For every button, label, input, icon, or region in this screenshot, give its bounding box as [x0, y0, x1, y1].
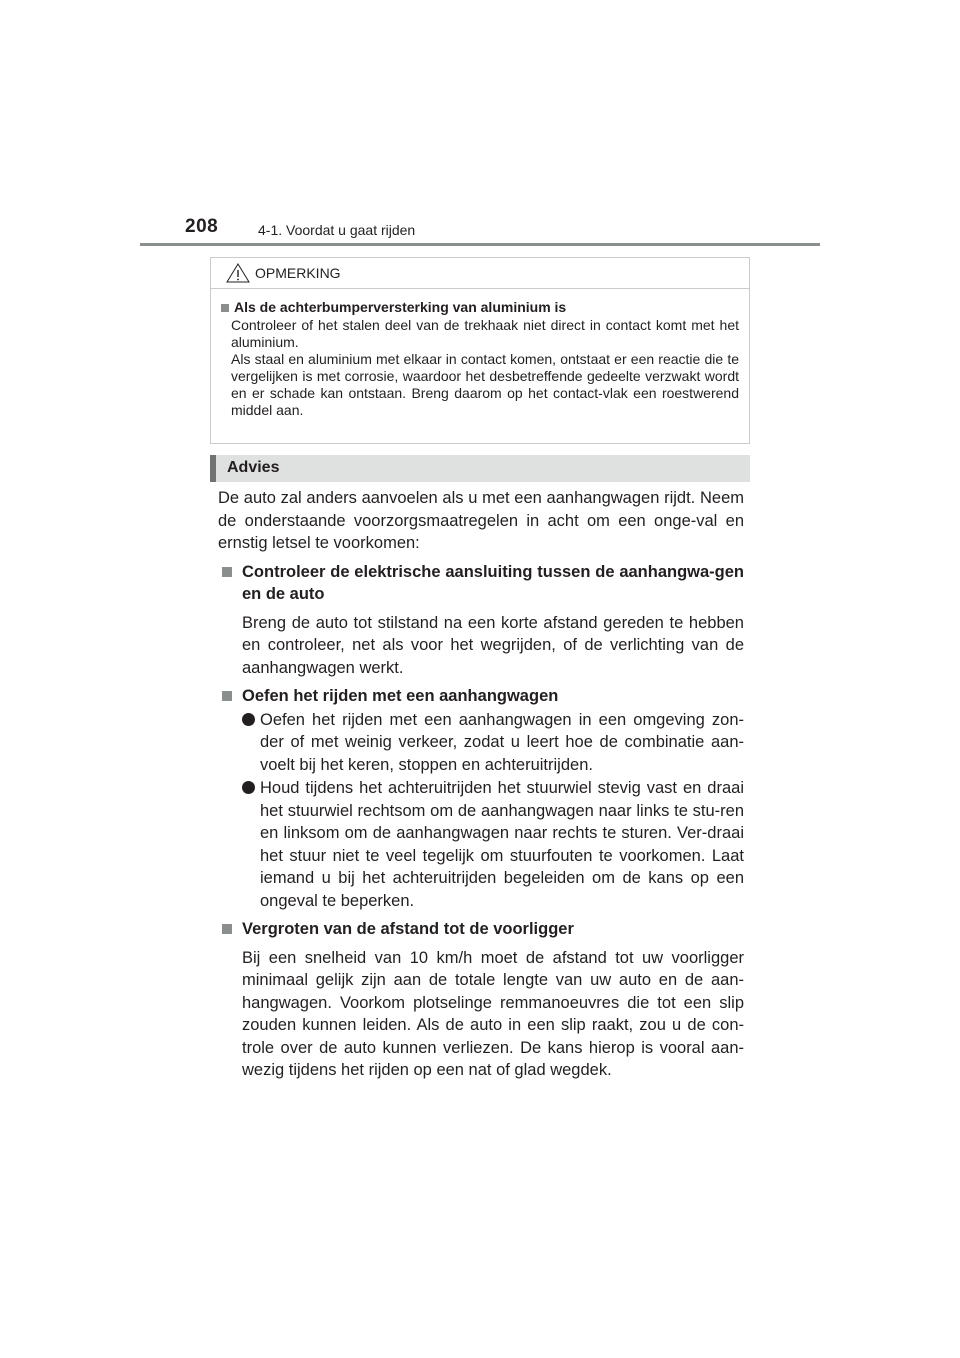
notice-header [211, 258, 749, 289]
section-heading [218, 685, 744, 708]
notice-subtitle-text: Als de achterbumperversterking van aluminium is [234, 299, 567, 315]
section-heading [218, 918, 744, 941]
square-bullet-icon [222, 924, 232, 934]
notice-title: OPMERKING [255, 265, 341, 281]
warning-triangle-icon [226, 263, 250, 283]
section-paragraph: Breng de auto tot stilstand na een korte afstand gereden te hebben en controleer, net als voor het wegrijden, of de verlichting van de aanhangwagen werkt. [242, 613, 744, 677]
page-number: 208 [185, 216, 219, 237]
notice-box [210, 257, 750, 444]
square-bullet-icon [222, 691, 232, 701]
intro-paragraph: De auto zal anders aanvoelen als u met een aanhangwagen rijdt. Neem de onderstaande voorzorgsmaatregelen in acht om een onge-val en ernstig letsel te voorkomen: [218, 489, 744, 552]
advies-content [218, 487, 744, 1082]
round-bullet-icon [242, 713, 255, 726]
section-paragraph: Bij een snelheid van 10 km/h moet de afstand tot uw voorligger minimaal gelijk zijn aan de totale lengte van uw auto en de aan-hangwagen. Voorkom plotselinge remmanoeuvres die tot een slip zouden kunnen leiden. Als de auto in een slip raakt, zou u de con-trole over de auto kunnen verliezen. De kans hierop is vooral aan-wezig tijdens het rijden op een nat of glad wegdek. [242, 948, 744, 1079]
header-rule [140, 243, 820, 246]
notice-subtitle [221, 299, 739, 316]
section-heading-text: Oefen het rijden met een aanhangwagen [242, 687, 559, 705]
list-item [218, 709, 744, 777]
section-heading [218, 561, 744, 606]
advies-title: Advies [227, 459, 280, 476]
notice-text-1: Controleer of het stalen deel van de trekhaak niet direct in contact komt met het aluminium. [231, 317, 739, 350]
round-bullet-icon [242, 781, 255, 794]
page-header [140, 214, 820, 250]
section-heading-text: Vergroten van de afstand tot de voorligger [242, 920, 574, 938]
advies-accent-bar [210, 455, 216, 482]
list-item [218, 777, 744, 912]
chapter-title: 4-1. Voordat u gaat rijden [258, 222, 416, 238]
notice-text-2: Als staal en aluminium met elkaar in contact komen, ontstaat er een reactie die te vergelijken is met corrosie, waardoor het desbetreffende gedeelte verzwakt wordt en er schade kan ontstaan. Breng daarom op het contact-vlak een roestwerend middel aan. [231, 351, 739, 418]
list-item-text: Houd tijdens het achteruitrijden het stuurwiel stevig vast en draai het stuurwiel rechtsom om de aanhangwagen naar links te stu-ren en linksom om de aanhangwagen naar rechts te sturen. Ver-draai het stuur niet te veel tegelijk om stuurfouten te voorkomen. Laat iemand u bij het achteruitrijden begeleiden om de kans op een ongeval te beperken. [260, 779, 744, 910]
square-bullet-icon [222, 567, 232, 577]
list-item-text: Oefen het rijden met een aanhangwagen in een omgeving zon-der of met weinig verkeer, zodat u leert hoe de combinatie aan-voelt bij het keren, stoppen en achteruitrijden. [260, 710, 744, 774]
section-heading-text: Controleer de elektrische aansluiting tussen de aanhangwa-gen en de auto [242, 562, 744, 603]
notice-body [211, 289, 749, 419]
square-bullet-icon [221, 304, 229, 312]
advies-header [210, 455, 750, 482]
